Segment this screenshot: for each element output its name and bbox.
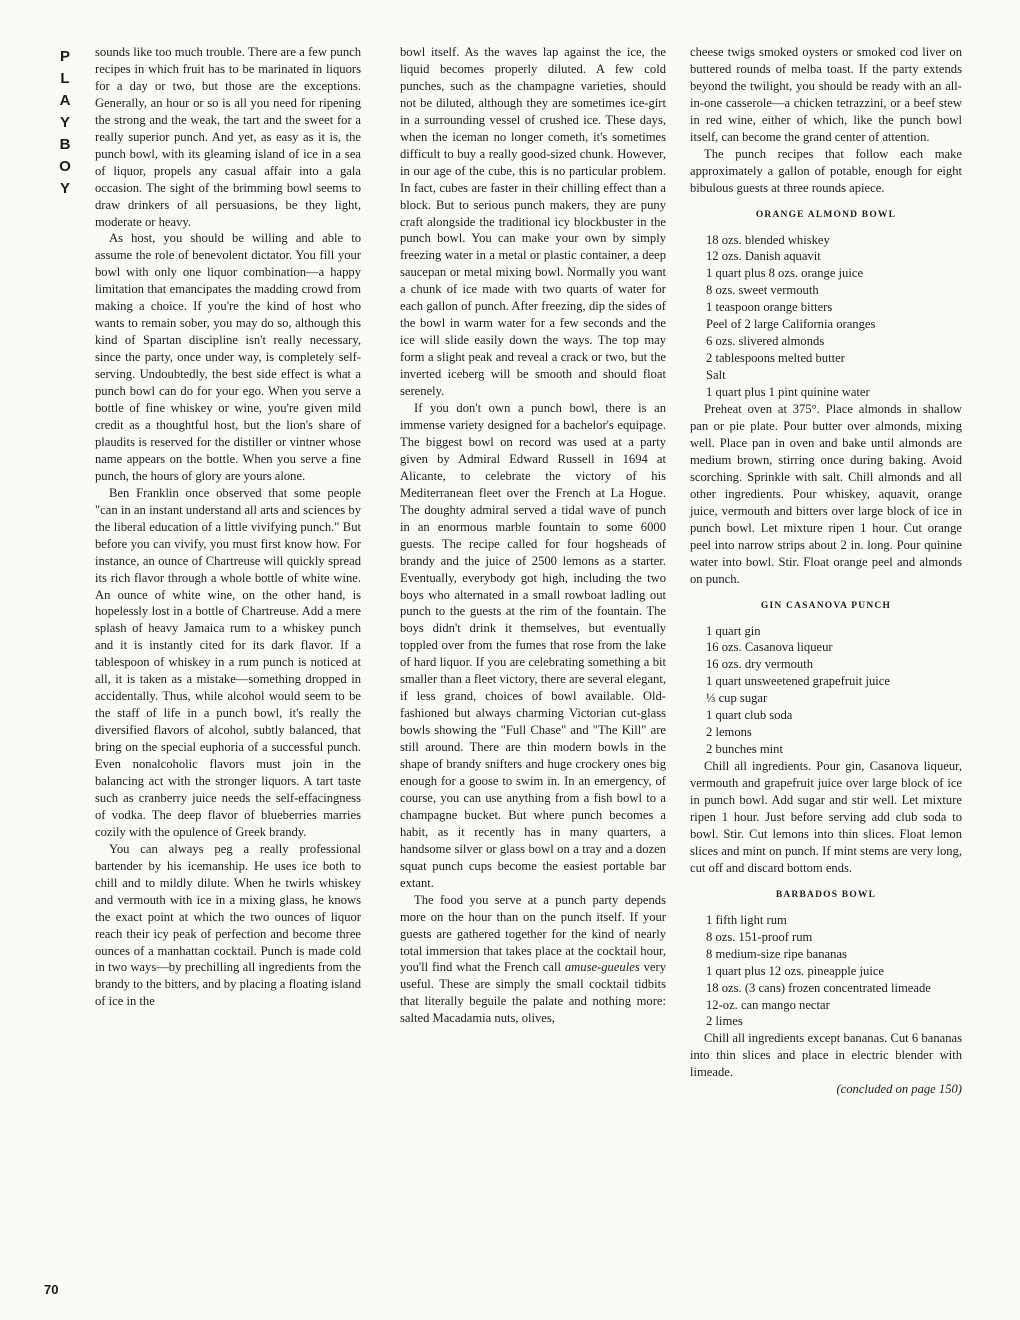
column-3-intro: [690, 44, 962, 197]
paragraph: bowl itself. As the waves lap against the ice, the liquid becomes properly diluted. A few cold punches, such as the champagne varieties, should not be diluted, although they are sometimes ice-girt in a surrounding vessel of crushed ice. These days, when the iceman no longer cometh, it's sometimes difficult to buy a really good-sized chunk. However, in our age of the cube, this is no particular problem. In fact, cubes are faster in their chilling effect than a block. But to serious punch makers, they are puny craft alongside the traditional icy blockbuster in the punch bowl. You can make your own by simply freezing water in a metal or plastic container, a deep saucepan or metal mixing bowl. Normally you want a chunk of ice made with two quarts of water for each gallon of punch. After freezing, dip the sides of the bowl in warm water for a few seconds and the ice will slide easily down the ways. The top may form a slight peak and reveal a crack or two, but the inverted iceberg will be smooth and should float serenely.: [400, 45, 666, 399]
ingredient: Salt: [706, 368, 726, 383]
recipes: [690, 207, 962, 1082]
paragraph: As host, you should be willing and able to assume the role of benevolent dictator. You fill your bowl with only one liquor combination—a happy limitation that emancipates the madding crowd from making a choice. If you're the kind of host who wants to remain sober, you may do so, although this kind of Spartan discipline isn't really necessary, since the party, once under way, is completely self-serving. Undoubtedly, the best side effect is what a punch bowl can do for your ego. When you serve a bottle of fine whiskey or wine, you're given mild credit as a thoughtful host, but the lion's share of plaudits is reserved for the distiller or vintner whose name appears on the bottle. When you serve a fine punch, the hours of glory are yours alone.: [95, 231, 361, 483]
recipe-title: ORANGE ALMOND BOWL: [755, 209, 897, 220]
ingredient: 2 bunches mint: [706, 742, 783, 757]
ingredient: Peel of 2 large California oranges: [706, 317, 876, 332]
ingredient: 1 quart club soda: [706, 708, 793, 723]
ingredient: 18 ozs. (3 cans) frozen concentrated limeade: [706, 980, 931, 995]
ingredient: 1 teaspoon orange bitters: [706, 300, 833, 315]
ingredient: 8 medium-size ripe bananas: [706, 946, 847, 961]
masthead: [54, 46, 76, 200]
page-number: 70: [44, 1282, 59, 1297]
ingredient: 1 quart plus 1 pint quinine water: [706, 385, 870, 400]
paragraph: If you don't own a punch bowl, there is an immense variety designed for a bachelor's equipage. The biggest bowl on record was used at a party given by Admiral Edward Russell in 1694 at Alicante, to celebrate the victory of his Mediterranean fleet over the French at La Hogue. The doughty admiral served a tidal wave of punch in an enormous marble fountain to some 6000 guests. The recipe called for four hogsheads of brandy and the juice of 2500 lemons as a starter. Eventually, everybody got high, including the two boys who alternated in a small rowboat ladling out punch to the guests at the rim of the fountain. The boys didn't drink it themselves, but eventually toppled over from the fumes that rose from the lake of hard liquor. If you are celebrating something a bit smaller than a fleet victory, there are several elegant, if less grand, choices of bowl available. Old-fashioned but always charming Victorian cut-glass bowls showing the "Full Chase" and "The Kill" are still around. There are thin modern bowls in the shape of brandy snifters and huge crockery ones big enough for a goose to swim in. In an emergency, of course, you can use anything from a fish bowl to a champagne bucket. But where punch becomes a habit, as it recently has in many quarters, a handsome silver or glass bowl on a tray and a dozen squat punch cups become the easiest portable bar extant.: [400, 401, 666, 890]
ingredient: 16 ozs. dry vermouth: [706, 657, 814, 672]
ingredient: 1 quart unsweetened grapefruit juice: [706, 674, 890, 689]
ingredient-list: [690, 232, 962, 402]
ingredient: 12-oz. can mango nectar: [706, 997, 830, 1012]
recipe-method: Chill all ingredients. Pour gin, Casanova liqueur, vermouth and grapefruit juice over large block of ice in punch bowl. Add sugar and stir well. Let mixture ripen 1 hour. Just before serving add club soda to bowl. Stir. Cut lemons into thin slices. Float lemon slices and mint on punch. If mint stems are very long, cut off and discard bottom ends.: [690, 759, 962, 875]
ingredient: 8 ozs. 151-proof rum: [706, 929, 813, 944]
masthead-letter: L: [60, 70, 70, 87]
ingredient: 2 limes: [706, 1014, 743, 1029]
masthead-letter: B: [59, 136, 71, 153]
masthead-letter: O: [59, 158, 71, 175]
paragraph: cheese twigs smoked oysters or smoked cod liver on buttered rounds of melba toast. If the party extends beyond the twilight, you should be ready with an all-in-one casserole—a chicken tetrazzini, or a beef stew in red wine, either of which, like the punch bowl itself, can become the grand center of attention.: [690, 45, 962, 144]
ingredient: ⅓ cup sugar: [706, 691, 768, 706]
recipe-title: GIN CASANOVA PUNCH: [760, 600, 892, 611]
italic-term: amuse-gueules: [564, 960, 640, 975]
ingredient: 12 ozs. Danish aquavit: [706, 249, 821, 264]
continuation-note: (concluded on page 150): [836, 1082, 962, 1097]
ingredient: 6 ozs. slivered almonds: [706, 334, 825, 349]
paragraph: sounds like too much trouble. There are a few punch recipes in which fruit has to be marinated in liquors for a day or two, but those are the exceptions. Generally, an hour or so is all you need for ripening the strong and the weak, the tart and the sweet for a really superior punch. And yet, as easy as it is, the punch bowl, with its gleaming island of ice in a sea of liquor, propels any casual affair into a gala occasion. The sight of the brimming bowl seems to draw drinkers of all persuasions, be they light, moderate or heavy.: [95, 45, 361, 229]
paragraph-text: very useful. These are simply the small cocktail tidbits that literally beguile the palate and nothing more: salted Macadamia nuts, olives,: [400, 960, 666, 1026]
paragraph-text: The food you serve at a punch party depends more on the hour than on the punch itself. If your guests are gathered together for the kind of nearly total immersion that takes place at the cocktail hour, you'll find what the French call: [400, 892, 666, 975]
masthead-letter: Y: [59, 114, 70, 131]
ingredient: 2 tablespoons melted butter: [706, 351, 845, 366]
ingredient: 1 quart plus 8 ozs. orange juice: [706, 266, 864, 281]
masthead-letter: P: [59, 48, 70, 65]
ingredient: 8 ozs. sweet vermouth: [706, 283, 819, 298]
ingredient: 18 ozs. blended whiskey: [706, 232, 830, 247]
ingredient: 1 quart plus 12 ozs. pineapple juice: [706, 963, 885, 978]
column-1: [95, 44, 361, 1010]
recipe-method: Preheat oven at 375°. Place almonds in shallow pan or pie plate. Pour butter over almonds, mixing well. Place pan in oven and bake until almonds are medium brown, stirring once during baking. Avoid scorching. Sprinkle with salt. Chill almonds and all other ingredients. Pour whiskey, aquavit, orange juice, vermouth and bitters over large block of ice in punch bowl. Let mixture ripen 1 hour. Cut orange peel into narrow strips about 2 in. long. Pour quinine water into bowl. Stir. Float orange peel and almonds on punch.: [690, 402, 962, 586]
column-3: [690, 44, 962, 1098]
ingredient: 16 ozs. Casanova liqueur: [706, 640, 833, 655]
ingredient: 1 fifth light rum: [706, 912, 787, 927]
paragraph: You can always peg a really professional bartender by his icemanship. He uses ice both to chill and to mildly dilute. When he twirls whiskey and vermouth with ice in a mixing glass, he knows the exact point at which the two ounces of liquor reach their icy peak of perfection and become three ounces of a manhattan cocktail. Punch is made cold in two ways—by prechilling all ingredients from the brandy to the bitters, and by placing a floating island of ice in the: [95, 841, 361, 1009]
ingredient-list: [690, 912, 962, 1031]
ingredient-list: [690, 623, 962, 759]
paragraph: Ben Franklin once observed that some people "can in an instant understand all arts and sciences by the liberal education of a little vivifying punch." But before you can vivify, you must first know how. For instance, an ounce of Chartreuse will quickly spread its rich flavor through a whole bottle of white wine. An ounce of white wine, on the other hand, is hopelessly lost in a bottle of Chartreuse. Add a mere splash of heavy Jamaica rum to a whiskey punch and it is instantly cited for its dark flavor. If a tablespoon of whiskey in a rum punch is noticed at all, it is taken as a mistake—something dropped in accidentally. Thus, while alcohol would seem to be the staff of life in a punch bowl, it's really the diversified flavors of alcohol, subtly balanced, that bring on the special euphoria of a successful punch. Even nonalcoholic flavors must join in the balancing act with the stronger liquors. A tart taste such as cranberry juice needs the self-effacingness of vodka. The deep flavor of blueberries marries cozily with the opulence of Greek brandy.: [95, 485, 361, 839]
recipe-title: BARBADOS BOWL: [775, 889, 877, 900]
ingredient: 1 quart gin: [706, 623, 761, 638]
masthead-letter: Y: [59, 180, 70, 197]
ingredient: 2 lemons: [706, 725, 752, 740]
paragraph: [400, 892, 666, 1028]
column-2: [400, 44, 666, 1027]
recipe-method: Chill all ingredients except bananas. Cut 6 bananas into thin slices and place in electric blender with limeade.: [690, 1031, 962, 1080]
masthead-letter: A: [59, 92, 71, 109]
paragraph: The punch recipes that follow each make approximately a gallon of potable, enough for eight bibulous guests at three rounds apiece.: [690, 146, 962, 195]
